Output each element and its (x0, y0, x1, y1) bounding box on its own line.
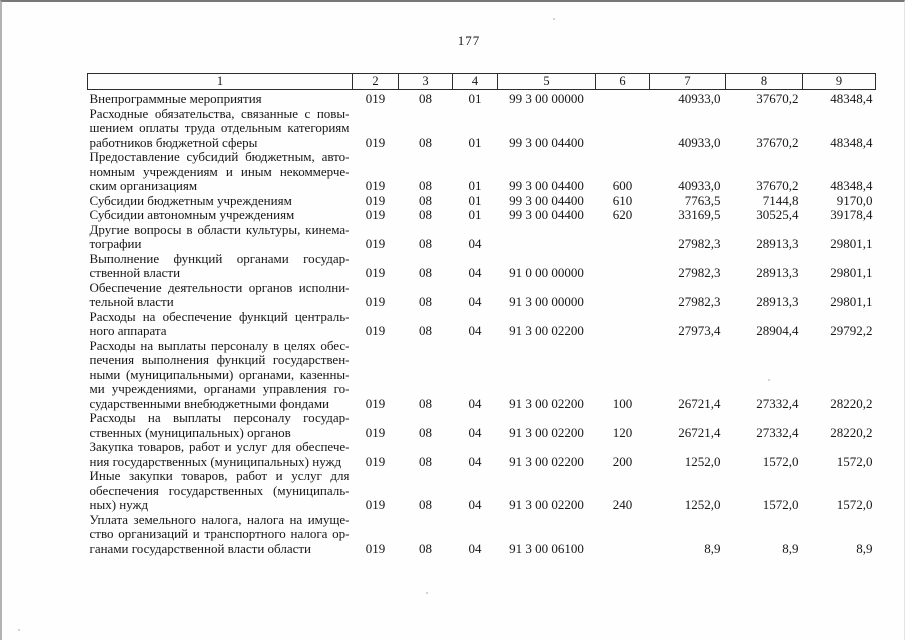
row-name-cell (88, 194, 353, 209)
row-cell-col-8: 28904,4 (756, 323, 799, 338)
row-name-line: тографии (89, 236, 142, 251)
row-cell-col-6 (596, 513, 650, 557)
row-cell-col-9: 9170,0 (836, 192, 873, 208)
row-name-line: ственной власти (89, 265, 181, 280)
row-cell-col-6 (596, 90, 650, 107)
row-cell-col-3: 08 (419, 236, 432, 251)
row-cell-col-7: 33169,5 (678, 207, 721, 222)
row-name-line: обеспечения государственных (муниципаль- (89, 482, 350, 498)
row-name-line: Расходы на выплаты персоналу государ- (89, 410, 350, 425)
row-name-line: Иные закупки товаров, работ и услуг для (89, 468, 350, 483)
row-name-line: Внепрограммные мероприятия (89, 91, 262, 106)
row-name-line: ными (муниципальными) органами, казенны- (89, 366, 350, 382)
header-col-1: 1 (88, 74, 353, 90)
row-name-line: ми учреждениями, органами управления го- (89, 381, 350, 396)
row-name-cell (88, 90, 353, 107)
row-cell-col-5: 99 3 00 04400 (509, 178, 584, 193)
row-cell-col-6: 610 (612, 192, 633, 208)
row-cell-col-9: 29801,1 (830, 236, 873, 251)
table-row (88, 310, 876, 339)
row-cell-col-6: 200 (612, 453, 633, 469)
header-col-6: 6 (596, 74, 650, 90)
row-cell-col-7: 27973,4 (678, 323, 721, 338)
row-cell-col-4: 04 (468, 323, 482, 338)
row-name-line: Обеспечение деятельности органов исполни- (89, 279, 350, 295)
row-name-line: печения выполнения функций государствен- (89, 352, 350, 367)
row-cell-col-7: 27982,3 (678, 265, 721, 280)
table-row (88, 411, 876, 440)
table-row (88, 339, 876, 412)
row-cell-col-9: 29801,1 (830, 265, 873, 280)
row-cell-col-3: 08 (419, 294, 432, 309)
row-cell-col-2: 019 (365, 540, 386, 556)
budget-expenditure-table (87, 73, 876, 556)
row-cell-col-8: 8,9 (782, 540, 799, 556)
row-cell-col-4: 01 (468, 178, 482, 193)
row-name-cell (88, 469, 353, 513)
row-cell-col-7: 40933,0 (678, 91, 721, 106)
row-cell-col-2: 019 (365, 453, 386, 469)
row-cell-col-6 (596, 252, 650, 281)
row-cell-col-3: 08 (419, 540, 432, 556)
table-row (88, 513, 876, 557)
table-row (88, 107, 876, 151)
row-cell-col-2: 019 (365, 91, 386, 106)
row-cell-col-4: 04 (468, 236, 482, 251)
row-cell-col-8: 28913,3 (756, 236, 799, 251)
table-row (88, 90, 876, 107)
row-name-line: ганами государственной власти области (89, 540, 312, 556)
row-cell-col-9: 28220,2 (830, 395, 873, 411)
row-cell-col-6 (596, 223, 650, 252)
row-cell-col-6: 100 (612, 395, 633, 411)
scan-speck (426, 592, 428, 594)
row-cell-col-3: 08 (419, 424, 432, 440)
row-cell-col-3: 08 (419, 207, 432, 222)
row-name-cell (88, 339, 353, 412)
row-cell-col-7: 1252,0 (684, 497, 721, 512)
row-cell-col-5: 91 3 00 06100 (509, 540, 584, 556)
table-row (88, 194, 876, 209)
row-name-line: Закупка товаров, работ и услуг для обеспече- (89, 439, 350, 454)
row-cell-col-7: 7763,5 (684, 192, 721, 208)
row-cell-col-4: 04 (468, 424, 482, 440)
row-cell-col-5: 91 3 00 02200 (509, 424, 584, 440)
row-cell-col-8: 30525,4 (756, 207, 799, 222)
row-cell-col-5: 91 3 00 02200 (509, 453, 584, 469)
row-cell-col-8: 27332,4 (756, 424, 799, 440)
row-cell-col-9: 48348,4 (830, 178, 873, 193)
scan-speck (553, 18, 555, 20)
row-cell-col-4: 04 (468, 265, 482, 280)
row-cell-col-6 (596, 281, 650, 310)
row-cell-col-9: 8,9 (856, 540, 873, 556)
row-name-line: работников бюджетной сферы (89, 134, 258, 150)
row-cell-col-8: 27332,4 (756, 395, 799, 411)
row-cell-col-6 (596, 310, 650, 339)
row-cell-col-2: 019 (365, 134, 386, 150)
header-col-7: 7 (650, 74, 726, 90)
row-cell-col-4: 01 (468, 91, 482, 106)
row-name-cell (88, 411, 353, 440)
row-name-line: тельной власти (89, 294, 174, 309)
row-cell-col-4: 04 (468, 540, 482, 556)
row-cell-col-6: 240 (612, 497, 633, 512)
row-cell-col-9: 29792,2 (830, 323, 873, 338)
row-cell-col-9: 48348,4 (830, 134, 873, 150)
row-cell-col-8: 28913,3 (756, 294, 799, 309)
row-cell-col-6: 120 (612, 424, 633, 440)
table-row (88, 469, 876, 513)
row-cell-col-6: 620 (612, 207, 633, 222)
table-row (88, 281, 876, 310)
header-col-5: 5 (498, 74, 596, 90)
row-cell-col-3: 08 (419, 497, 432, 512)
table-body (88, 90, 876, 557)
row-cell-col-7: 8,9 (704, 540, 721, 556)
row-name-line: шением оплаты труда отдельным категориям (89, 120, 350, 135)
row-cell-col-2: 019 (365, 207, 386, 222)
row-cell-col-3: 08 (419, 265, 432, 280)
page-number: 177 (457, 33, 481, 48)
table-row (88, 223, 876, 252)
row-cell-col-5: 99 3 00 04400 (509, 134, 584, 150)
row-cell-col-7: 1252,0 (684, 453, 721, 469)
row-name-cell (88, 107, 353, 151)
row-name-line: ственных (муниципальных) органов (89, 424, 291, 440)
row-cell-col-8: 7144,8 (762, 192, 799, 208)
row-name-cell (88, 223, 353, 252)
row-name-cell (88, 208, 353, 223)
row-cell-col-4: 01 (468, 207, 482, 222)
row-cell-col-7: 40933,0 (678, 178, 721, 193)
scan-speck (18, 629, 20, 631)
row-cell-col-7: 27982,3 (678, 294, 721, 309)
header-col-9: 9 (803, 74, 876, 90)
row-name-line: Расходы на выплаты персоналу в целях обес- (89, 337, 350, 353)
row-name-line: сударственными внебюджетными фондами (89, 395, 330, 411)
row-cell-col-3: 08 (419, 91, 432, 106)
row-cell-col-5: 91 0 00 00000 (509, 265, 584, 280)
table-row (88, 150, 876, 194)
row-cell-col-2: 019 (365, 178, 386, 193)
row-cell-col-8: 37670,2 (756, 134, 799, 150)
row-cell-col-8: 37670,2 (756, 178, 799, 193)
row-name-cell (88, 150, 353, 194)
row-cell-col-9: 1572,0 (836, 497, 873, 512)
row-cell-col-5: 91 3 00 00000 (509, 294, 584, 309)
row-cell-col-9: 29801,1 (830, 294, 873, 309)
row-name-line: Выполнение функций органами государ- (89, 250, 350, 266)
row-name-line: ство организаций и транспортного налога ор- (89, 526, 350, 541)
row-cell-col-5: 91 3 00 02200 (509, 395, 584, 411)
row-name-line: ных) нужд (89, 497, 149, 512)
row-cell-col-3: 08 (419, 453, 432, 469)
row-cell-col-3: 08 (419, 323, 432, 338)
row-name-line: Предоставление субсидий бюджетным, авто- (89, 149, 350, 164)
row-cell-col-4: 04 (468, 453, 482, 469)
row-cell-col-7: 26721,4 (678, 395, 721, 411)
row-cell-col-4: 04 (468, 497, 482, 512)
row-cell-col-3: 08 (419, 178, 432, 193)
row-cell-col-2: 019 (365, 294, 386, 309)
row-cell-col-5 (498, 223, 596, 252)
row-cell-col-4: 01 (468, 134, 482, 150)
row-name-cell (88, 513, 353, 557)
row-name-cell (88, 281, 353, 310)
row-cell-col-4: 01 (468, 192, 482, 208)
row-name-cell (88, 252, 353, 281)
row-cell-col-2: 019 (365, 424, 386, 440)
row-cell-col-8: 1572,0 (762, 453, 799, 469)
table-row (88, 440, 876, 469)
table-row (88, 252, 876, 281)
header-col-3: 3 (399, 74, 453, 90)
table-header (88, 74, 876, 90)
row-cell-col-6 (596, 107, 650, 151)
header-col-2: 2 (353, 74, 399, 90)
row-cell-col-2: 019 (365, 236, 386, 251)
row-cell-col-7: 40933,0 (678, 134, 721, 150)
row-name-line: ния государственных (муниципальных) нужд (89, 453, 342, 469)
row-cell-col-5: 99 3 00 00000 (509, 91, 584, 106)
table-header-row (88, 74, 876, 90)
row-cell-col-9: 39178,4 (830, 207, 873, 222)
row-cell-col-7: 27982,3 (678, 236, 721, 251)
row-cell-col-6: 600 (612, 178, 633, 193)
row-cell-col-5: 91 3 00 02200 (509, 497, 584, 512)
row-name-line: Расходы на обеспечение функций централь- (89, 308, 350, 324)
row-cell-col-3: 08 (419, 395, 432, 411)
row-cell-col-8: 1572,0 (762, 497, 799, 512)
row-cell-col-4: 04 (468, 395, 482, 411)
table-row (88, 208, 876, 223)
row-cell-col-9: 28220,2 (830, 424, 873, 440)
header-col-8: 8 (726, 74, 803, 90)
row-cell-col-3: 08 (419, 192, 432, 208)
row-name-line: Уплата земельного налога, налога на имуще- (89, 511, 350, 527)
row-cell-col-2: 019 (365, 265, 386, 280)
row-cell-col-8: 37670,2 (756, 91, 799, 106)
row-cell-col-5: 99 3 00 04400 (509, 192, 584, 208)
row-cell-col-9: 1572,0 (836, 453, 873, 469)
row-cell-col-9: 48348,4 (830, 91, 873, 106)
row-name-line: Субсидии бюджетным учреждениям (89, 192, 292, 208)
row-cell-col-4: 04 (468, 294, 482, 309)
row-cell-col-7: 26721,4 (678, 424, 721, 440)
row-cell-col-3: 08 (419, 134, 432, 150)
row-name-line: номным учреждениям и иным некоммерче- (89, 163, 350, 179)
row-name-line: ским организациям (89, 178, 198, 193)
row-cell-col-5: 99 3 00 04400 (509, 207, 584, 222)
row-cell-col-2: 019 (365, 323, 386, 338)
header-col-4: 4 (453, 74, 498, 90)
row-cell-col-8: 28913,3 (756, 265, 799, 280)
row-name-line: ного аппарата (89, 323, 167, 338)
scan-speck (768, 379, 770, 381)
row-name-cell (88, 440, 353, 469)
row-cell-col-2: 019 (365, 192, 386, 208)
row-name-line: Другие вопросы в области культуры, кинема- (89, 221, 350, 237)
row-name-line: Субсидии автономным учреждениям (89, 207, 295, 222)
row-cell-col-2: 019 (365, 497, 386, 512)
row-name-line: Расходные обязательства, связанные с повы- (89, 105, 350, 121)
row-name-cell (88, 310, 353, 339)
row-cell-col-5: 91 3 00 02200 (509, 323, 584, 338)
row-cell-col-2: 019 (365, 395, 386, 411)
